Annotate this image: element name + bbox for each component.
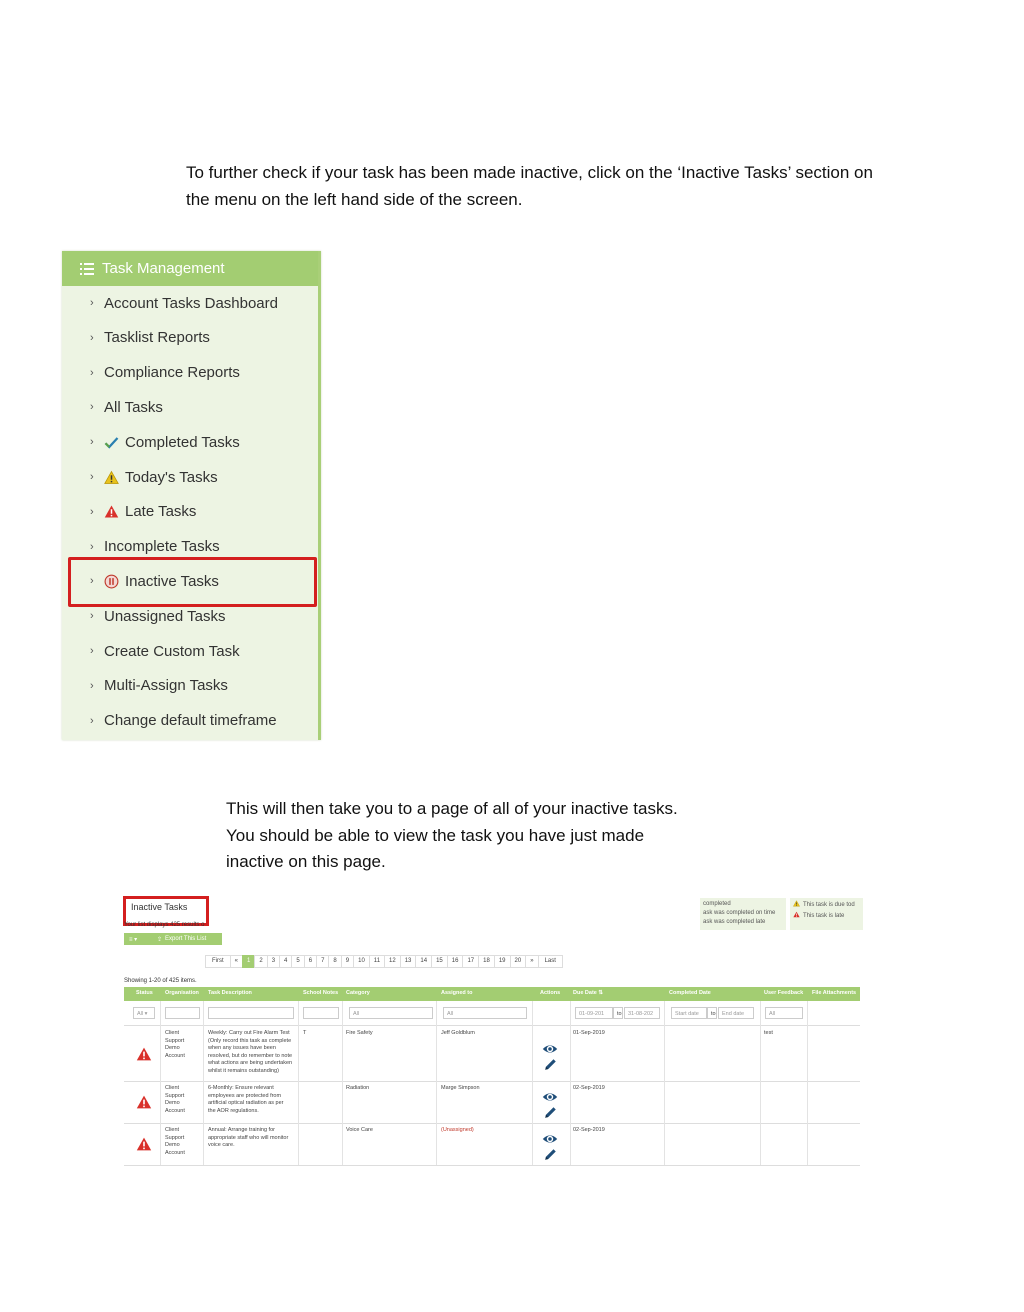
column-divider bbox=[160, 1001, 161, 1165]
description-line: Weekly: Carry out Fire Alarm Test bbox=[208, 1030, 290, 1036]
pencil-icon[interactable] bbox=[543, 1105, 558, 1125]
warning-red-icon bbox=[793, 911, 800, 922]
column-divider bbox=[760, 1001, 761, 1165]
description-line: 6-Monthly: Ensure relevant bbox=[208, 1085, 274, 1091]
chevron-right-icon: › bbox=[90, 645, 94, 657]
warning-yellow-icon bbox=[793, 900, 800, 911]
organisation-line: Account bbox=[165, 1107, 185, 1114]
page-link[interactable]: » bbox=[525, 955, 538, 968]
column-header[interactable]: Due Date ⇅ bbox=[573, 990, 603, 996]
feedback-filter[interactable] bbox=[765, 1007, 803, 1019]
column-header[interactable]: User Feedback bbox=[764, 990, 804, 996]
assigned-cell: Marge Simpson bbox=[441, 1085, 480, 1091]
menu-item-completed-tasks[interactable] bbox=[62, 425, 318, 459]
page-link[interactable]: 12 bbox=[384, 955, 401, 968]
page-link[interactable]: 4 bbox=[279, 955, 292, 968]
column-divider bbox=[342, 1001, 343, 1165]
organisation-filter[interactable] bbox=[165, 1007, 200, 1019]
filter-row bbox=[124, 1001, 860, 1026]
export-list-button[interactable]: Export This List bbox=[165, 936, 207, 942]
category-filter-value: All bbox=[353, 1011, 360, 1017]
menu-item-label: Completed Tasks bbox=[125, 433, 240, 451]
result-count: Your list displays 425 results o bbox=[124, 922, 205, 928]
chevron-right-icon: › bbox=[90, 575, 94, 588]
menu-item-late-tasks[interactable] bbox=[62, 495, 318, 529]
organisation-line: Account bbox=[165, 1149, 185, 1156]
column-divider bbox=[298, 1001, 299, 1165]
assigned-cell: Jeff Goldblum bbox=[441, 1030, 475, 1036]
chevron-down-icon: ▾ bbox=[144, 1011, 148, 1017]
due-to-label: to bbox=[613, 1007, 623, 1019]
page-link[interactable]: « bbox=[230, 955, 243, 968]
legend-entry bbox=[793, 900, 860, 911]
page-link[interactable]: 13 bbox=[400, 955, 417, 968]
description-line: when any issues have been bbox=[208, 1045, 276, 1051]
column-header[interactable]: File Attachments bbox=[812, 990, 857, 996]
column-header[interactable]: Task Description bbox=[208, 990, 252, 996]
menu-item-label: Incomplete Tasks bbox=[104, 538, 220, 556]
description-cell bbox=[208, 1127, 300, 1150]
pagination bbox=[205, 955, 562, 968]
pencil-icon[interactable] bbox=[543, 1147, 558, 1167]
menu-item-label: Multi-Assign Tasks bbox=[104, 677, 228, 695]
organisation-line: Support bbox=[165, 1134, 185, 1141]
legend-entry: ask was completed on time bbox=[703, 910, 776, 916]
category-cell: Voice Care bbox=[346, 1127, 373, 1133]
page-link[interactable]: 19 bbox=[494, 955, 511, 968]
column-header[interactable]: School Notes bbox=[303, 990, 339, 996]
menu-item-label: Unassigned Tasks bbox=[104, 607, 226, 625]
page-link[interactable]: 18 bbox=[478, 955, 495, 968]
due-from-filter[interactable] bbox=[575, 1007, 613, 1019]
description-line: appropriate staff who will monitor bbox=[208, 1134, 289, 1141]
organisation-line: Demo bbox=[165, 1045, 180, 1051]
organisation-line: Support bbox=[165, 1037, 185, 1044]
status-filter[interactable] bbox=[133, 1007, 155, 1019]
page-link[interactable]: 3 bbox=[267, 955, 280, 968]
column-divider bbox=[664, 1001, 665, 1165]
followup-line-3: inactive on this page. bbox=[226, 852, 386, 871]
column-header[interactable]: Organisation bbox=[165, 990, 199, 996]
menu-item-all-tasks[interactable] bbox=[62, 390, 318, 424]
menu-item-compliance-reports[interactable] bbox=[62, 356, 318, 390]
column-divider bbox=[532, 1001, 533, 1165]
column-divider bbox=[203, 1001, 204, 1165]
description-line: (Only record this task as complete bbox=[208, 1037, 292, 1044]
completed-from-value: Start date bbox=[675, 1011, 699, 1017]
description-line: Annual: Arrange training for bbox=[208, 1127, 275, 1133]
page-link[interactable]: 10 bbox=[353, 955, 370, 968]
notes-cell: T bbox=[303, 1030, 307, 1036]
followup-paragraph bbox=[226, 796, 706, 876]
page-link[interactable]: 17 bbox=[462, 955, 479, 968]
menu-item-change-default-timeframe[interactable] bbox=[62, 704, 318, 738]
intro-line-1: To further check if your task has been made inactive, click on the ‘Inactive Tasks’ section on bbox=[186, 163, 873, 182]
description-line: the AOR regulations. bbox=[208, 1107, 259, 1114]
legend-text: This task is due tod bbox=[803, 902, 855, 908]
menu-item-label: Create Custom Task bbox=[104, 642, 240, 660]
assigned-filter[interactable] bbox=[443, 1007, 527, 1019]
menu-item-today-s-tasks[interactable] bbox=[62, 460, 318, 494]
notes-filter[interactable] bbox=[303, 1007, 339, 1019]
page-link[interactable]: 6 bbox=[304, 955, 317, 968]
chevron-right-icon: › bbox=[90, 401, 94, 414]
organisation-line: Client bbox=[165, 1030, 180, 1036]
table-row bbox=[124, 1026, 860, 1082]
menu-item-label: Compliance Reports bbox=[104, 364, 240, 382]
column-header[interactable]: Category bbox=[346, 990, 370, 996]
page-link[interactable]: 16 bbox=[447, 955, 464, 968]
intro-line-2: the menu on the left hand side of the screen. bbox=[186, 189, 523, 209]
page-link[interactable]: Last bbox=[538, 955, 563, 968]
followup-line-1: This will then take you to a page of all of your inactive tasks. bbox=[226, 799, 678, 818]
assigned-cell: (Unassigned) bbox=[441, 1127, 474, 1133]
legend-entry bbox=[793, 911, 860, 922]
feedback-filter-value: All bbox=[769, 1011, 776, 1017]
category-cell: Radiation bbox=[346, 1085, 370, 1091]
menu-item-label: All Tasks bbox=[104, 398, 163, 416]
column-divider bbox=[807, 1001, 808, 1165]
due-date-cell: 01-Sep-2019 bbox=[573, 1030, 605, 1036]
organisation-cell bbox=[165, 1030, 185, 1060]
page-title: Inactive Tasks bbox=[131, 902, 188, 912]
feedback-cell: test bbox=[764, 1030, 773, 1036]
page-link[interactable]: First bbox=[205, 955, 231, 968]
column-header[interactable]: Status bbox=[136, 990, 153, 996]
due-to-value: 31-08-202 bbox=[628, 1011, 654, 1017]
menu-item-label: Tasklist Reports bbox=[104, 329, 210, 347]
description-line: whilst it remains outstanding) bbox=[208, 1067, 279, 1074]
column-header[interactable]: Actions bbox=[540, 990, 561, 996]
organisation-cell bbox=[165, 1127, 185, 1157]
followup-line-2: You should be able to view the task you have just made bbox=[226, 825, 645, 845]
page-link[interactable]: 5 bbox=[291, 955, 304, 968]
completed-to-label: to bbox=[707, 1007, 717, 1019]
table-row bbox=[124, 1081, 860, 1124]
completed-from-filter[interactable] bbox=[671, 1007, 707, 1019]
legend-due bbox=[790, 898, 863, 930]
due-from-value: 01-09-201 bbox=[579, 1011, 605, 1017]
table-row bbox=[124, 1123, 860, 1166]
chevron-right-icon: › bbox=[90, 471, 94, 483]
completed-to-value: End date bbox=[722, 1011, 745, 1017]
list-icon bbox=[80, 263, 94, 275]
organisation-cell bbox=[165, 1085, 185, 1115]
description-cell bbox=[208, 1085, 300, 1115]
pencil-icon[interactable] bbox=[543, 1057, 558, 1077]
legend-entry: ask was completed late bbox=[703, 919, 766, 925]
chevron-right-icon: › bbox=[90, 366, 94, 379]
organisation-line: Demo bbox=[165, 1100, 180, 1106]
warning-red-icon bbox=[136, 1094, 152, 1115]
description-line: employees are protected from bbox=[208, 1092, 282, 1099]
menu-header-title: Task Management bbox=[102, 260, 225, 277]
chevron-right-icon: › bbox=[90, 679, 94, 692]
page-link[interactable]: 7 bbox=[316, 955, 329, 968]
legend-text: This task is late bbox=[803, 913, 845, 919]
list-menu-button[interactable]: ≡ ▾ bbox=[129, 936, 138, 943]
check-icon bbox=[104, 435, 119, 450]
warning-yellow-icon bbox=[104, 470, 119, 485]
chevron-right-icon: › bbox=[90, 505, 94, 518]
description-cell bbox=[208, 1030, 300, 1075]
menu-item-multi-assign-tasks[interactable] bbox=[62, 669, 318, 703]
column-header[interactable]: Completed Date bbox=[669, 990, 711, 996]
due-date-cell: 02-Sep-2019 bbox=[573, 1127, 605, 1133]
description-line: artificial optical radiation as per bbox=[208, 1100, 284, 1106]
column-header[interactable]: Assigned to bbox=[441, 990, 473, 996]
column-divider bbox=[570, 1001, 571, 1165]
category-cell: Fire Safety bbox=[346, 1030, 373, 1036]
legend-entry: completed bbox=[703, 901, 731, 907]
organisation-line: Support bbox=[165, 1092, 185, 1099]
legend-completed bbox=[700, 898, 786, 930]
export-icon: ⇪ bbox=[157, 936, 163, 943]
organisation-line: Client bbox=[165, 1127, 180, 1133]
organisation-line: Account bbox=[165, 1052, 185, 1059]
description-line: what actions are being undertaken bbox=[208, 1060, 293, 1066]
page-link[interactable]: 1 bbox=[242, 955, 255, 968]
description-filter[interactable] bbox=[208, 1007, 294, 1019]
menu-item-label: Change default timeframe bbox=[104, 712, 277, 730]
showing-items: Showing 1-20 of 425 items. bbox=[124, 978, 197, 984]
chevron-right-icon: › bbox=[90, 540, 94, 553]
organisation-line: Demo bbox=[165, 1142, 180, 1148]
chevron-right-icon: › bbox=[90, 297, 94, 309]
page-link[interactable]: 14 bbox=[415, 955, 432, 968]
description-line: voice care. bbox=[208, 1142, 235, 1148]
table-header bbox=[124, 987, 860, 1001]
page-link[interactable]: 2 bbox=[254, 955, 267, 968]
highlight-inactive-tasks bbox=[68, 557, 317, 607]
page-link[interactable]: 11 bbox=[369, 955, 385, 968]
menu-item-create-custom-task[interactable] bbox=[62, 634, 318, 668]
completed-to-filter[interactable] bbox=[718, 1007, 754, 1019]
description-line: resolved, but do remember to note bbox=[208, 1052, 293, 1059]
chevron-right-icon: › bbox=[90, 610, 94, 623]
menu-item-tasklist-reports[interactable] bbox=[62, 321, 318, 355]
page-link[interactable]: 15 bbox=[431, 955, 448, 968]
page-link[interactable]: 8 bbox=[328, 955, 341, 968]
chevron-right-icon: › bbox=[90, 436, 94, 449]
intro-paragraph bbox=[186, 160, 906, 213]
due-to-filter[interactable] bbox=[624, 1007, 660, 1019]
status-filter-value: All bbox=[137, 1011, 144, 1017]
warning-red-icon bbox=[136, 1136, 152, 1157]
due-date-cell: 02-Sep-2019 bbox=[573, 1085, 605, 1091]
menu-item-label: Late Tasks bbox=[125, 503, 197, 521]
chevron-right-icon: › bbox=[90, 331, 94, 344]
assigned-filter-value: All bbox=[447, 1011, 454, 1017]
page-link[interactable]: 20 bbox=[510, 955, 527, 968]
page-link[interactable]: 9 bbox=[341, 955, 354, 968]
menu-item-label: Today's Tasks bbox=[125, 468, 218, 486]
organisation-line: Client bbox=[165, 1085, 180, 1091]
task-management-menu bbox=[62, 251, 321, 740]
warning-red-icon bbox=[136, 1046, 152, 1067]
column-divider bbox=[436, 1001, 437, 1165]
menu-item-account-tasks-dashboard[interactable] bbox=[62, 286, 318, 320]
warning-red-icon bbox=[104, 504, 119, 519]
chevron-right-icon: › bbox=[90, 714, 94, 727]
menu-header[interactable] bbox=[62, 251, 318, 286]
menu-item-label: Inactive Tasks bbox=[125, 572, 219, 590]
menu-item-label: Account Tasks Dashboard bbox=[104, 294, 278, 312]
list-toolbar bbox=[124, 933, 222, 945]
category-filter[interactable] bbox=[349, 1007, 433, 1019]
